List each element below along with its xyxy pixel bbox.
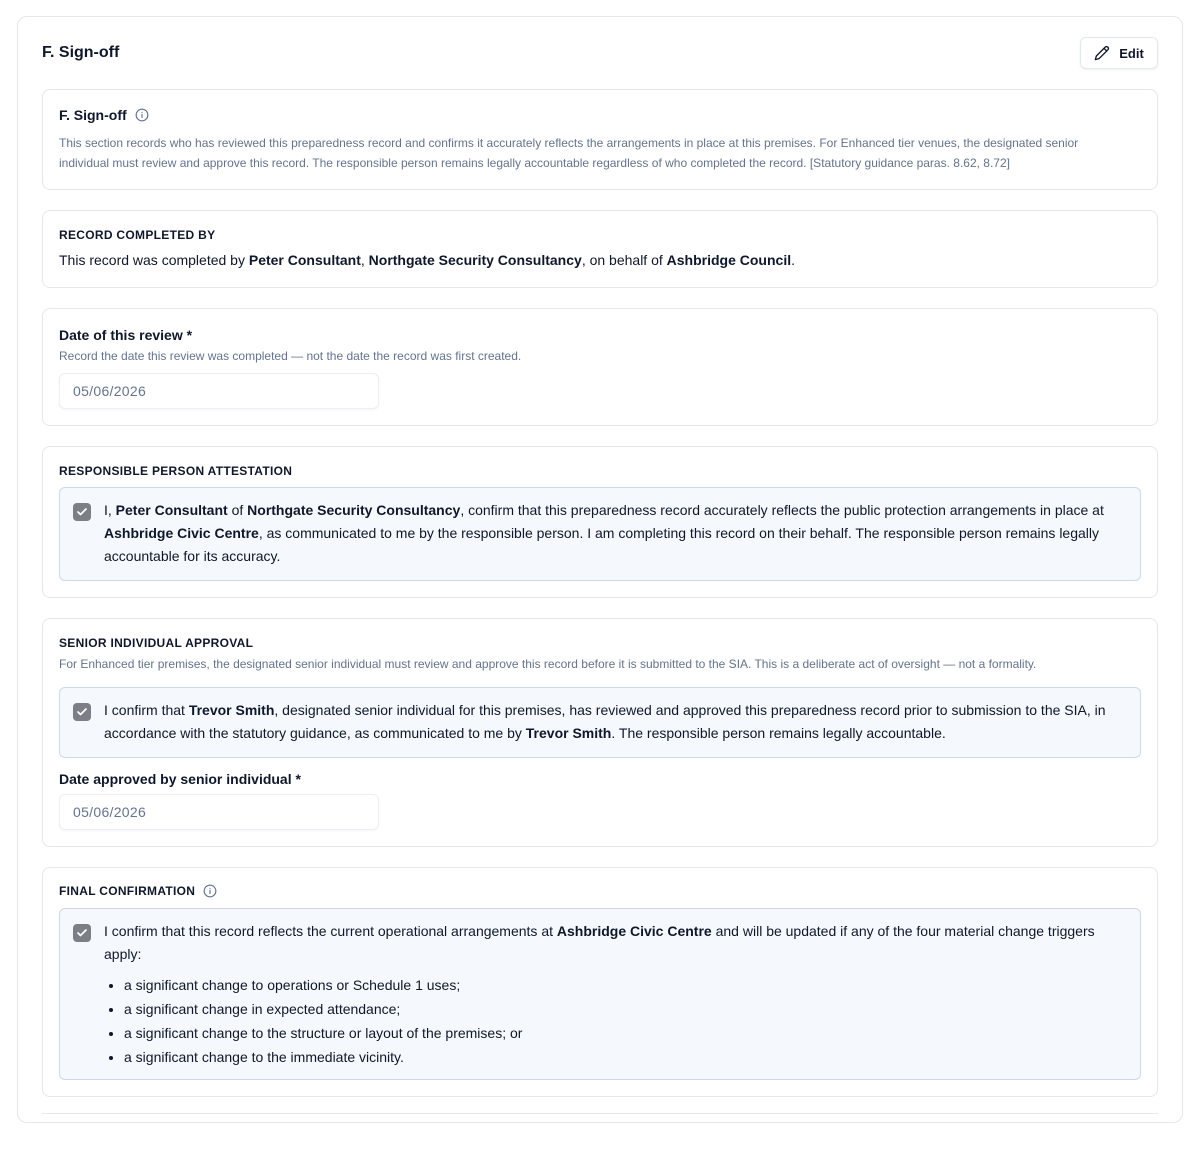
list-item: • a significant change in expected attendance; [124, 997, 1126, 1021]
review-date-card [42, 308, 1158, 426]
completed-by-text: This record was completed by Peter Consultant, Northgate Security Consultancy, on behalf of Ashbridge Council. [59, 252, 795, 268]
material-change-triggers [104, 973, 1126, 1069]
attestation-panel [59, 487, 1141, 581]
completed-by-client: Ashbridge Council [666, 252, 792, 268]
section-title: F. Sign-off [42, 44, 120, 61]
list-item: • a significant change to operations or Schedule 1 uses; [124, 973, 1126, 997]
info-icon[interactable] [203, 884, 217, 898]
pencil-icon [1094, 45, 1110, 61]
final-confirmation-card [42, 867, 1158, 1097]
attestation-text: I, Peter Consultant of Northgate Security Consultancy, confirm that this preparedness record accurately reflects the public protection arrangements in place at Ashbridge Civic Centre, as communicated to me by the responsible person. I am completing this record on their behalf. The responsible person remains legally accountable for its accuracy. [104, 502, 1104, 564]
list-item: • a significant change to the immediate vicinity. [124, 1045, 1126, 1069]
senior-date-label: Date approved by senior individual * [59, 771, 301, 787]
intro-description: This section records who has reviewed this preparedness record and confirms it accurately reflects the arrangements in place at this premises. For Enhanced tier venues, the designated senior individual must review and approve this record. The responsible person remains legally accountable regardless of who completed the record. [Statutory guidance paras. 8.62, 8.72] [59, 136, 1079, 170]
intro-title-row [59, 107, 149, 123]
review-date-label: Date of this review * [59, 327, 193, 343]
bottom-divider [42, 1113, 1158, 1114]
info-icon[interactable] [135, 108, 149, 122]
completed-by-card [42, 210, 1158, 288]
edit-button-label: Edit [1119, 45, 1144, 61]
final-confirmation-panel [59, 908, 1141, 1080]
edit-button[interactable] [1080, 37, 1158, 69]
senior-approval-description: For Enhanced tier premises, the designated senior individual must review and approve this record before it is submitted to the SIA. This is a deliberate act of oversight — not a formality. [59, 657, 1037, 671]
attestation-label: RESPONSIBLE PERSON ATTESTATION [59, 464, 293, 478]
senior-approval-label: SENIOR INDIVIDUAL APPROVAL [59, 636, 254, 650]
attestation-card [42, 446, 1158, 598]
review-date-help: Record the date this review was completed — not the date the record was first created. [59, 349, 522, 363]
senior-approval-panel [59, 687, 1141, 758]
senior-date-input[interactable] [59, 794, 379, 830]
final-confirmation-checkbox[interactable] [73, 924, 91, 942]
completed-by-label: RECORD COMPLETED BY [59, 228, 216, 242]
senior-approval-checkbox[interactable] [73, 703, 91, 721]
completed-by-organisation: Northgate Security Consultancy [368, 252, 582, 268]
intro-card [42, 89, 1158, 190]
completed-by-person: Peter Consultant [248, 252, 361, 268]
final-title-row [59, 884, 217, 898]
signoff-section [17, 16, 1183, 1123]
check-icon [76, 506, 88, 518]
check-icon [76, 927, 88, 939]
final-confirmation-label: FINAL CONFIRMATION [59, 884, 196, 898]
check-icon [76, 706, 88, 718]
senior-approval-card [42, 618, 1158, 847]
attestation-checkbox[interactable] [73, 503, 91, 521]
senior-approval-text: I confirm that Trevor Smith, designated senior individual for this premises, has reviewed and approved this preparedness record prior to submission to the SIA, in accordance with the statutory guidance, as communicated to me by Trevor Smith. The responsible person remains legally accountable. [104, 702, 1106, 741]
list-item: • a significant change to the structure or layout of the premises; or [124, 1021, 1126, 1045]
intro-title: F. Sign-off [59, 107, 127, 123]
review-date-input[interactable] [59, 373, 379, 409]
final-confirmation-text: I confirm that this record reflects the current operational arrangements at Ashbridge Civic Centre and will be updated if any of the four material change triggers apply: • a significant change to operations or Schedule 1 uses; • a significant change in expected attendance; • a significant change to the structure or layout of the premises; or • a significant change to the immediate vicinity. [104, 920, 1126, 1069]
